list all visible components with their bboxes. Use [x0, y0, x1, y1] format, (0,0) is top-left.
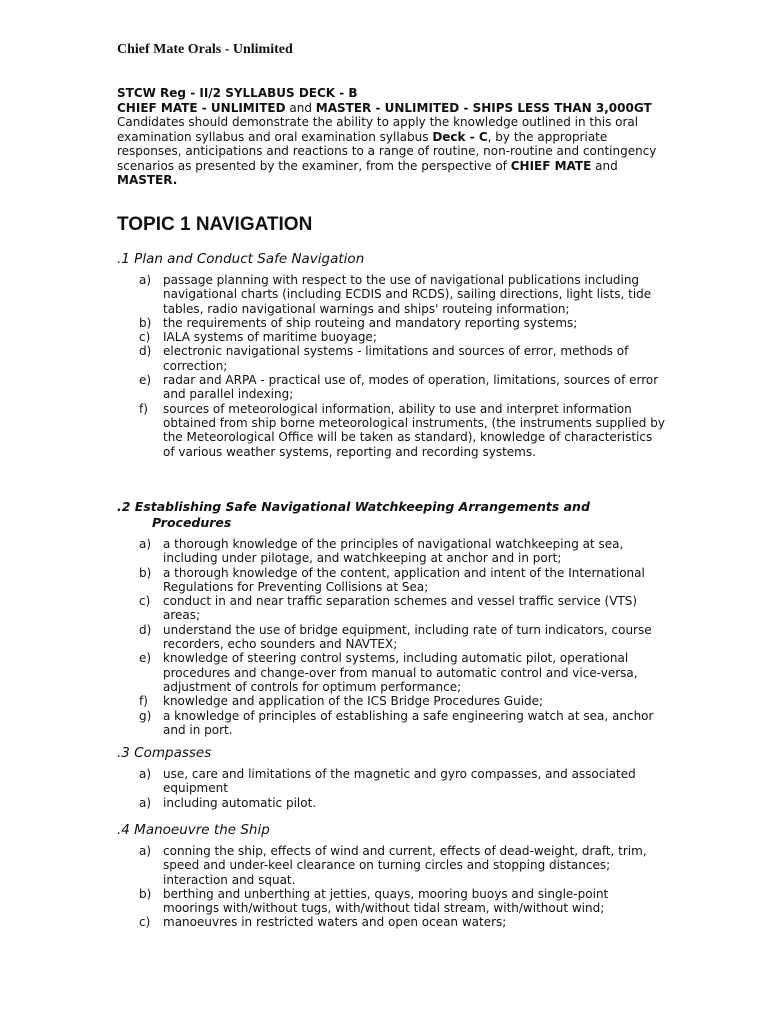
section-compasses [117, 745, 667, 810]
list-item: c) IALA systems of maritime buoyage; [139, 330, 377, 345]
list-item: c) manoeuvres in restricted waters and open ocean waters; [139, 915, 507, 930]
item-list [117, 537, 667, 737]
list-item: f) knowledge and application of the ICS Bridge Procedures Guide; [139, 694, 544, 709]
list-item: a) passage planning with respect to the use of navigational publications including navigational charts (including ECDIS and RCDS), sailing directions, light lists, tide tables, radio navigational warnings and ships' routeing information; [139, 273, 652, 316]
item-list [117, 273, 667, 459]
running-header: Chief Mate Orals - Unlimited [117, 42, 293, 57]
list-item: e) knowledge of steering control systems, including automatic pilot, operational procedures and change-over from manual to automatic control and vice-versa, adjustment of controls for optimum performance; [139, 651, 638, 694]
section-manoeuvre [117, 822, 667, 930]
section-title: .1 Plan and Conduct Safe Navigation [117, 251, 365, 267]
list-item: d) understand the use of bridge equipment, including rate of turn indicators, course recorders, echo sounders and NAVTEX; [139, 622, 652, 652]
section-title: .4 Manoeuvre the Ship [117, 822, 270, 838]
list-item: a) conning the ship, effects of wind and current, effects of dead-weight, draft, trim, speed and under-keel clearance on turning circles and stopping distances; interaction and squat. [139, 844, 647, 887]
section-plan-navigation [117, 251, 667, 459]
list-item: a) a thorough knowledge of the principles of navigational watchkeeping at sea, including under pilotage, and watchkeeping at anchor and in port; [139, 537, 624, 566]
applicability-line: CHIEF MATE - UNLIMITED and MASTER - UNLIMITED - SHIPS LESS THAN 3,000GT [117, 100, 652, 115]
intro-paragraph: Candidates should demonstrate the ability to apply the knowledge outlined in this oral examination syllabus and oral examination syllabus Deck - C, by the appropriate responses, anticipations and reactions to a range of routine, non-routine and contingency scenarios as presented by the examiner, from the perspective of CHIEF MATE and MASTER. [117, 115, 657, 187]
section-title: .2 Establishing Safe Navigational Watchkeeping Arrangements and Procedures [117, 499, 590, 530]
list-item: d) electronic navigational systems - limitations and sources of error, methods of correction; [139, 344, 629, 373]
list-item: a) use, care and limitations of the magnetic and gyro compasses, and associated equipment [139, 767, 636, 796]
list-item: b) berthing and unberthing at jetties, quays, mooring buoys and single-point moorings with/without tugs, with/without tidal stream, with/without wind; [139, 886, 609, 916]
section-watchkeeping [117, 499, 667, 737]
list-item: a) including automatic pilot. [139, 795, 317, 810]
topic-heading: TOPIC 1 NAVIGATION [117, 214, 313, 235]
list-item: c) conduct in and near traffic separation schemes and vessel traffic service (VTS) areas; [139, 594, 638, 623]
list-item: b) the requirements of ship routeing and mandatory reporting systems; [139, 315, 578, 330]
list-item: f) sources of meteorological information, ability to use and interpret information obtained from ship borne meteorological instruments, (the instruments supplied by the Meteorological Office will be taken as standard), knowledge of characteristics of various weather systems, reporting and recording systems. [139, 401, 665, 459]
item-list [117, 844, 667, 930]
intro-block [117, 86, 657, 188]
section-title: .3 Compasses [117, 745, 212, 761]
list-item: e) radar and ARPA - practical use of, modes of operation, limitations, sources of error and parallel indexing; [139, 373, 659, 402]
list-item: g) a knowledge of principles of establishing a safe engineering watch at sea, anchor and in port. [139, 708, 654, 737]
list-item: b) a thorough knowledge of the content, application and intent of the International Regulations for Preventing Collisions at Sea; [139, 565, 645, 594]
item-list [117, 767, 667, 810]
syllabus-reference: STCW Reg - II/2 SYLLABUS DECK - B [117, 86, 358, 100]
